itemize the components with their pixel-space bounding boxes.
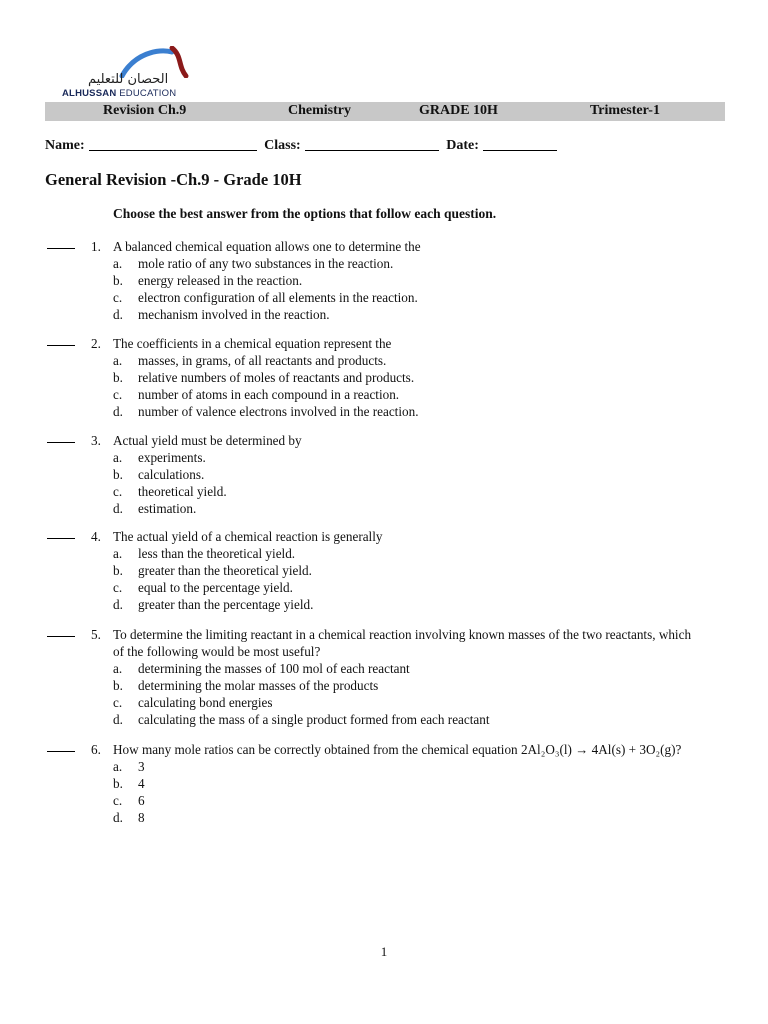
option: d. calculating the mass of a single product formed from each reactant (113, 712, 490, 727)
question-stem-line-2: of the following would be most useful? (113, 644, 321, 659)
option: d. estimation. (113, 501, 197, 516)
option: d. 8 (113, 810, 145, 825)
option: d. greater than the percentage yield. (113, 597, 314, 612)
option: b. 4 (113, 776, 145, 791)
question-4 (45, 528, 735, 613)
option: c. theoretical yield. (113, 484, 227, 499)
answer-blank[interactable] (47, 636, 75, 637)
question-3 (45, 432, 735, 517)
option: d. mechanism involved in the reaction. (113, 307, 330, 322)
option: a. mole ratio of any two substances in the reaction. (113, 256, 394, 271)
option: c. calculating bond energies (113, 695, 273, 710)
option: c. equal to the percentage yield. (113, 580, 293, 595)
answer-blank[interactable] (47, 442, 75, 443)
question-stem: The coefficients in a chemical equation represent the (113, 336, 392, 351)
question-number: 1. (91, 239, 101, 254)
question-number: 6. (91, 742, 101, 757)
class-field[interactable] (305, 136, 439, 151)
answer-blank[interactable] (47, 751, 75, 752)
option: d. number of valence electrons involved in the reaction. (113, 404, 419, 419)
school-logo (60, 46, 190, 102)
option: a. experiments. (113, 450, 206, 465)
option: c. 6 (113, 793, 145, 808)
question-5 (45, 626, 735, 728)
name-field[interactable] (89, 136, 257, 151)
class-label: Class: (264, 138, 301, 153)
question-stem: A balanced chemical equation allows one to determine the (113, 239, 421, 254)
question-1 (45, 238, 735, 323)
option: c. electron configuration of all elements in the reaction. (113, 290, 418, 305)
page-title: General Revision -Ch.9 - Grade 10H (45, 170, 302, 189)
page-number: 1 (380, 944, 388, 959)
question-stem: How many mole ratios can be correctly obtained from the chemical equation 2Al₂O₃(l) → 4Al(s) + 3O₂(g)? (113, 742, 682, 757)
logo-english-text: ALHUSSAN EDUCATION (62, 88, 177, 99)
option: b. calculations. (113, 467, 205, 482)
question-stem-line-1: To determine the limiting reactant in a chemical reaction involving known masses of the two reactants, which (113, 627, 692, 642)
option: a. less than the theoretical yield. (113, 546, 296, 561)
trimester-label: Trimester-1 (590, 103, 660, 118)
option: a. 3 (113, 759, 145, 774)
question-number: 4. (91, 529, 101, 544)
option: b. relative numbers of moles of reactants and products. (113, 370, 415, 385)
question-number: 2. (91, 336, 101, 351)
question-stem: Actual yield must be determined by (113, 433, 302, 448)
option: b. greater than the theoretical yield. (113, 563, 312, 578)
answer-blank[interactable] (47, 248, 75, 249)
revision-label: Revision Ch.9 (103, 103, 187, 118)
chemical-equation: 2Al₂O₃(l) → 4Al(s) + 3O₂(g)? (520, 742, 682, 757)
option: a. masses, in grams, of all reactants and products. (113, 353, 387, 368)
option: b. energy released in the reaction. (113, 273, 303, 288)
logo-arabic-text: الحصان للتعليم (88, 72, 169, 87)
question-2 (45, 335, 735, 420)
option: a. determining the masses of 100 mol of each reactant (113, 661, 410, 676)
answer-blank[interactable] (47, 345, 75, 346)
question-6 (45, 741, 735, 826)
option: b. determining the molar masses of the products (113, 678, 379, 693)
instructions: Choose the best answer from the options that follow each question. (113, 206, 497, 221)
date-field[interactable] (483, 136, 557, 151)
date-label: Date: (446, 138, 479, 153)
question-number: 5. (91, 627, 101, 642)
question-number: 3. (91, 433, 101, 448)
answer-blank[interactable] (47, 538, 75, 539)
subject-label: Chemistry (288, 103, 351, 118)
name-label: Name: (45, 138, 85, 153)
option: c. number of atoms in each compound in a reaction. (113, 387, 400, 402)
grade-label: GRADE 10H (419, 103, 498, 118)
question-stem: The actual yield of a chemical reaction is generally (113, 529, 383, 544)
student-info-row (45, 136, 561, 154)
header-bar (45, 102, 725, 121)
